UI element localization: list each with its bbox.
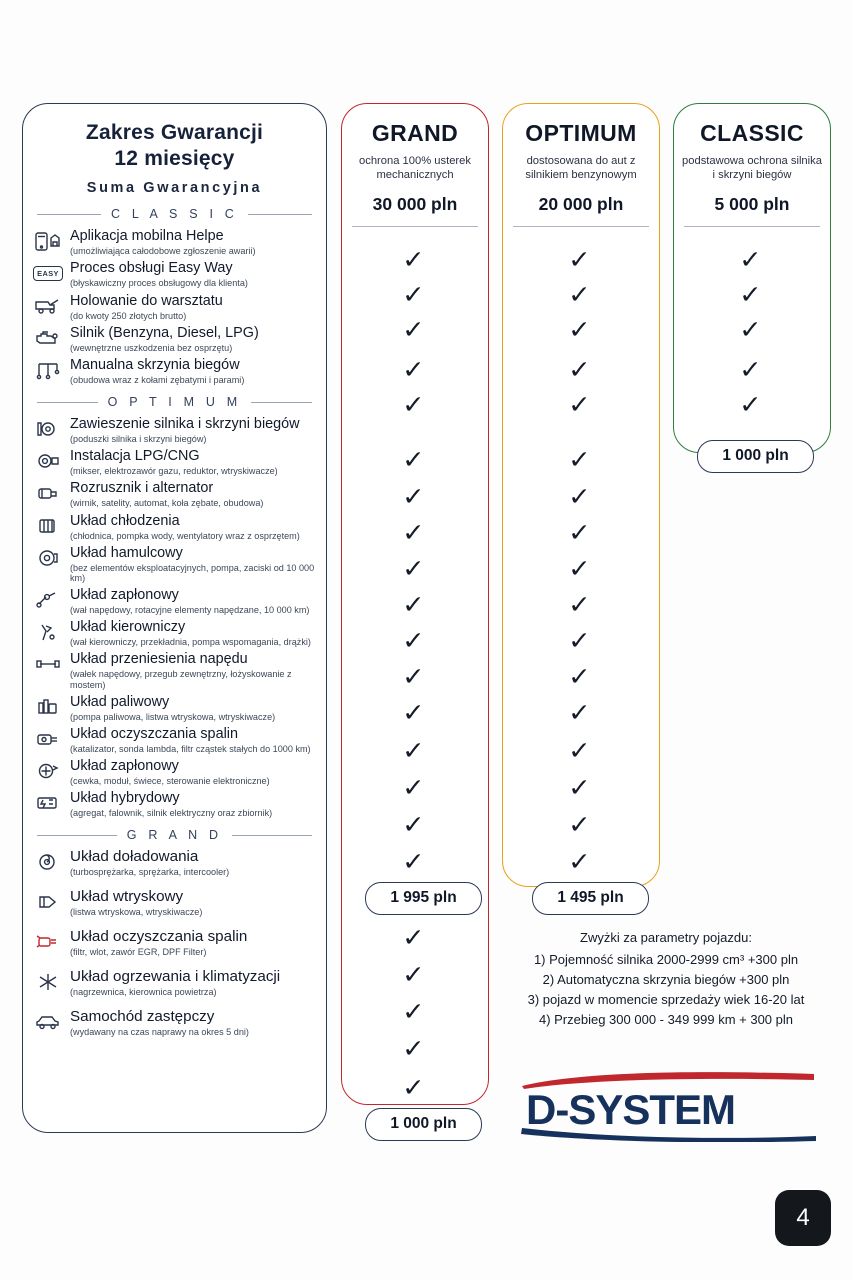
divider-line <box>37 402 98 403</box>
fuel-icon <box>33 694 63 720</box>
list-item <box>23 616 326 648</box>
feature-texts <box>70 649 318 689</box>
feature-name: Manualna skrzynia biegów <box>70 356 240 373</box>
list-item <box>23 225 326 257</box>
plan-desc-classic: podstawowa ochrona silnika i skrzyni biegów <box>682 155 822 181</box>
feature-desc: (pompa paliwowa, listwa wtryskowa, wtryskiwacze) <box>70 711 276 722</box>
check-grand-18: ✓ <box>402 923 425 952</box>
feature-name: Silnik (Benzyna, Diesel, LPG) <box>70 324 259 341</box>
check-grand-20: ✓ <box>402 997 425 1026</box>
plan-name-grand: GRAND <box>371 120 459 146</box>
easy-badge-text: EASY <box>33 266 63 281</box>
page-number-badge: 4 <box>775 1190 831 1246</box>
check-optimum-11: ✓ <box>568 626 591 655</box>
check-grand-16: ✓ <box>402 810 425 839</box>
feature-texts <box>70 847 318 877</box>
feature-texts <box>70 355 318 385</box>
check-optimum-14: ✓ <box>568 736 591 765</box>
price-tag-grand-optimum-level: 1 995 pln <box>365 882 482 915</box>
feature-name: Samochód zastępczy <box>70 1008 215 1026</box>
feature-desc: (poduszki silnika i skrzyni biegów) <box>70 434 207 445</box>
list-item <box>23 413 326 445</box>
check-grand-1: ✓ <box>402 245 425 274</box>
logo-swoosh-bottom-icon <box>518 1124 818 1142</box>
check-optimum-3: ✓ <box>568 315 591 344</box>
check-grand-22: ✓ <box>402 1073 425 1102</box>
check-classic-1: ✓ <box>739 245 762 274</box>
check-grand-3: ✓ <box>402 315 425 344</box>
divider-line <box>513 226 649 227</box>
list-item <box>23 648 326 690</box>
divider-line <box>37 214 101 215</box>
feature-name: Układ hamulcowy <box>70 544 183 561</box>
exhaust-icon <box>33 726 63 752</box>
check-grand-19: ✓ <box>402 960 425 989</box>
list-item <box>23 584 326 616</box>
feature-name: Instalacja LPG/CNG <box>70 448 200 465</box>
list-item <box>23 257 326 289</box>
group-label-classic <box>37 207 312 221</box>
check-grand-11: ✓ <box>402 626 425 655</box>
feature-name: Zawieszenie silnika i skrzyni biegów <box>70 416 300 433</box>
list-item <box>23 691 326 723</box>
divider-line <box>684 226 820 227</box>
feature-texts <box>70 414 318 444</box>
check-grand-17: ✓ <box>402 847 425 876</box>
feature-desc: (katalizator, sonda lambda, filtr cząstek stałych do 1000 km) <box>70 743 311 754</box>
feature-name: Układ przeniesienia napędu <box>70 651 248 668</box>
feature-texts <box>70 927 318 957</box>
feature-desc: (do kwoty 250 złotych brutto) <box>70 310 187 321</box>
feature-desc: (błyskawiczny proces obsługowy dla klienta) <box>70 278 248 289</box>
mobile-app-icon <box>33 228 63 254</box>
check-classic-4: ✓ <box>739 355 762 384</box>
engine-icon <box>33 325 63 351</box>
list-item <box>23 542 326 584</box>
check-optimum-10: ✓ <box>568 590 591 619</box>
feature-list-grand <box>23 846 326 1046</box>
turbo-icon <box>33 849 63 875</box>
feature-desc: (umożliwiająca całodobowe zgłoszenie awarii) <box>70 246 256 257</box>
check-grand-10: ✓ <box>402 590 425 619</box>
feature-desc: (wałek napędowy, przegub zewnętrzny, łożyskowanie z mostem) <box>70 669 292 690</box>
easy-way-icon <box>33 260 63 286</box>
check-grand-9: ✓ <box>402 554 425 583</box>
feature-desc: (wirnik, satelity, automat, koła zębate, obudowa) <box>70 498 264 509</box>
feature-desc: (wydawany na czas naprawy na okres 5 dni) <box>70 1027 249 1038</box>
plan-name-classic: CLASSIC <box>700 120 804 146</box>
check-grand-12: ✓ <box>402 662 425 691</box>
steering-icon <box>33 619 63 645</box>
check-optimum-6: ✓ <box>568 445 591 474</box>
tow-truck-icon <box>33 293 63 319</box>
group-label-grand <box>37 828 312 842</box>
feature-desc: (filtr, wlot, zawór EGR, DPF Filter) <box>70 947 207 958</box>
check-optimum-7: ✓ <box>568 482 591 511</box>
check-optimum-5: ✓ <box>568 390 591 419</box>
feature-name: Układ paliwowy <box>70 693 170 710</box>
page-title-line2: 12 miesięcy <box>114 146 235 170</box>
list-item <box>23 322 326 354</box>
feature-desc: (turbosprężarka, sprężarka, intercooler) <box>70 867 230 878</box>
group-label-optimum-text: O P T I M U M <box>107 395 242 410</box>
feature-texts <box>70 478 318 508</box>
divider-line <box>232 835 312 836</box>
courtesy-car-icon <box>33 1009 63 1035</box>
feature-texts <box>70 788 318 818</box>
surcharge-header: Zwyżki za parametry pojazdu: <box>580 930 752 945</box>
group-label-optimum <box>37 395 312 409</box>
lpg-icon <box>33 448 63 474</box>
feature-name: Układ ogrzewania i klimatyzacji <box>70 968 281 986</box>
divider-line <box>352 226 478 227</box>
surcharge-item-3: 3) pojazd w momencie sprzedaży wiek 16-20 lat <box>527 991 805 1007</box>
page-title-line1: Zakres Gwarancji <box>85 121 264 144</box>
check-optimum-12: ✓ <box>568 662 591 691</box>
feature-texts <box>70 446 318 476</box>
feature-name: Układ oczyszczania spalin <box>70 928 248 946</box>
plan-name-optimum: OPTIMUM <box>525 120 637 146</box>
check-classic-2: ✓ <box>739 280 762 309</box>
feature-name: Proces obsługi Easy Way <box>70 260 233 277</box>
suspension-icon <box>33 416 63 442</box>
plan-desc-optimum: dostosowana do aut z silnikiem benzynowym <box>525 155 637 181</box>
exhaust2-icon <box>33 929 63 955</box>
check-optimum-13: ✓ <box>568 698 591 727</box>
check-optimum-4: ✓ <box>568 355 591 384</box>
climate-icon <box>33 969 63 995</box>
feature-name: Rozrusznik i alternator <box>70 480 214 497</box>
feature-texts <box>70 967 318 997</box>
group-label-classic-text: C L A S S I C <box>110 207 239 222</box>
driveshaft-icon <box>33 651 63 677</box>
feature-texts <box>70 756 318 786</box>
feature-texts <box>70 291 318 321</box>
list-item <box>23 723 326 755</box>
feature-name: Układ oczyszczania spalin <box>70 725 238 742</box>
check-grand-15: ✓ <box>402 773 425 802</box>
check-grand-13: ✓ <box>402 698 425 727</box>
feature-name: Układ zapłonowy <box>70 758 179 775</box>
feature-list-classic <box>23 225 326 386</box>
plan-header-optimum <box>503 104 659 227</box>
logo-text: D-SYSTEM <box>526 1086 736 1133</box>
feature-desc: (wał napędowy, rotacyjne elementy napędzane, 10 000 km) <box>70 605 310 616</box>
surcharge-item-1: 1) Pojemność silnika 2000-2999 cm³ +300 pln <box>533 951 799 967</box>
feature-texts <box>70 887 318 917</box>
feature-desc: (bez elementów eksploatacyjnych, pompa, zaciski od 10 000 km) <box>70 562 315 583</box>
surcharge-item-2: 2) Automatyczna skrzynia biegów +300 pln <box>542 971 790 987</box>
plan-sum-grand: 30 000 pln <box>372 194 458 214</box>
check-grand-6: ✓ <box>402 445 425 474</box>
price-tag-optimum: 1 495 pln <box>532 882 649 915</box>
plan-sum-classic: 5 000 pln <box>714 194 790 214</box>
check-grand-7: ✓ <box>402 482 425 511</box>
check-optimum-17: ✓ <box>568 847 591 876</box>
feature-desc: (wewnętrzne uszkodzenia bez osprzętu) <box>70 342 233 353</box>
check-grand-4: ✓ <box>402 355 425 384</box>
check-optimum-2: ✓ <box>568 280 591 309</box>
list-item <box>23 886 326 926</box>
plan-desc-grand: ochrona 100% usterek mechanicznych <box>359 155 471 181</box>
feature-desc: (listwa wtryskowa, wtryskiwacze) <box>70 907 203 918</box>
plan-header-classic <box>674 104 830 227</box>
feature-desc: (agregat, falownik, silnik elektryczny oraz zbiornik) <box>70 808 273 819</box>
list-item <box>23 787 326 819</box>
feature-name: Układ hybrydowy <box>70 790 180 807</box>
list-item <box>23 354 326 386</box>
check-optimum-15: ✓ <box>568 773 591 802</box>
ignition2-icon <box>33 758 63 784</box>
page-title <box>33 120 316 171</box>
feature-texts <box>70 617 318 647</box>
divider-line <box>37 835 117 836</box>
price-tag-grand-full: 1 000 pln <box>365 1108 482 1141</box>
feature-name: Układ doładowania <box>70 848 199 866</box>
feature-desc: (chłodnica, pompka wody, wentylatory wraz z osprzętem) <box>70 530 300 541</box>
check-grand-5: ✓ <box>402 390 425 419</box>
feature-texts <box>70 258 318 288</box>
panel-subtitle: Suma Gwarancyjna <box>86 180 263 197</box>
check-optimum-9: ✓ <box>568 554 591 583</box>
list-item <box>23 510 326 542</box>
gearbox-icon <box>33 357 63 383</box>
hybrid-icon <box>33 790 63 816</box>
feature-desc: (obudowa wraz z kołami zębatymi i parami) <box>70 374 245 385</box>
list-item <box>23 445 326 477</box>
feature-list-optimum <box>23 413 326 819</box>
feature-texts <box>70 511 318 541</box>
feature-name: Układ zapłonowy <box>70 587 179 604</box>
list-item <box>23 290 326 322</box>
check-optimum-16: ✓ <box>568 810 591 839</box>
feature-texts <box>70 692 318 722</box>
list-item <box>23 846 326 886</box>
list-item <box>23 755 326 787</box>
feature-texts <box>70 543 318 583</box>
feature-name: Układ chłodzenia <box>70 512 180 529</box>
check-classic-3: ✓ <box>739 315 762 344</box>
divider-line <box>251 402 312 403</box>
feature-desc: (cewka, moduł, świece, sterowanie elektroniczne) <box>70 776 270 787</box>
brake-icon <box>33 545 63 571</box>
check-grand-21: ✓ <box>402 1034 425 1063</box>
check-optimum-1: ✓ <box>568 245 591 274</box>
price-tag-classic: 1 000 pln <box>697 440 814 473</box>
surcharge-item-4: 4) Przebieg 300 000 - 349 999 km + 300 pln <box>538 1011 794 1027</box>
starter-icon <box>33 480 63 506</box>
panel-header <box>23 104 326 198</box>
check-classic-5: ✓ <box>739 390 762 419</box>
feature-name: Układ kierowniczy <box>70 619 186 636</box>
check-grand-8: ✓ <box>402 518 425 547</box>
ignition-icon <box>33 587 63 613</box>
feature-texts <box>70 226 318 256</box>
list-item <box>23 926 326 966</box>
feature-name: Holowanie do warsztatu <box>70 292 223 309</box>
group-label-grand-text: G R A N D <box>126 828 223 843</box>
feature-texts <box>70 1007 318 1037</box>
check-grand-14: ✓ <box>402 736 425 765</box>
plan-sum-optimum: 20 000 pln <box>538 194 624 214</box>
check-optimum-8: ✓ <box>568 518 591 547</box>
injection-icon <box>33 889 63 915</box>
feature-name: Układ wtryskowy <box>70 888 184 906</box>
divider-line <box>248 214 312 215</box>
plan-header-grand <box>342 104 488 227</box>
feature-desc: (nagrzewnica, kierownica powietrza) <box>70 987 217 998</box>
feature-desc: (wał kierowniczy, przekładnia, pompa wspomagania, drążki) <box>70 637 311 648</box>
list-item <box>23 477 326 509</box>
surcharge-block <box>497 928 835 1029</box>
feature-texts <box>70 585 318 615</box>
warranty-scope-panel <box>22 103 327 1133</box>
check-grand-2: ✓ <box>402 280 425 309</box>
feature-desc: (mikser, elektrozawór gazu, reduktor, wtryskiwacze) <box>70 466 278 477</box>
feature-texts <box>70 724 318 754</box>
cooling-icon <box>33 513 63 539</box>
feature-name: Aplikacja mobilna Helpe <box>70 228 224 245</box>
company-logo <box>512 1068 822 1146</box>
feature-texts <box>70 323 318 353</box>
list-item <box>23 966 326 1006</box>
list-item <box>23 1006 326 1046</box>
